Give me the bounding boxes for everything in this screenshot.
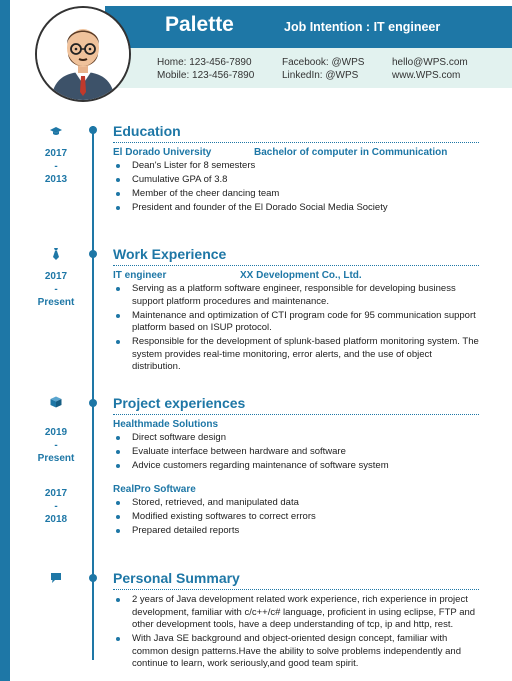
work-date xyxy=(26,270,86,309)
linkedin-handle: LinkedIn: @WPS xyxy=(282,70,359,81)
email-link[interactable]: hello@WPS.com xyxy=(392,57,468,68)
date-end: Present xyxy=(37,297,75,308)
date-end: Present xyxy=(37,453,75,464)
list-item: Member of the cheer dancing team xyxy=(113,188,483,201)
list-item: Cumulative GPA of 3.8 xyxy=(113,174,483,187)
education-list xyxy=(113,160,483,216)
work-list xyxy=(113,283,483,375)
project1-list xyxy=(113,432,483,474)
list-item: Serving as a platform software engineer, responsible for developing business support platform procedures and maintenance. xyxy=(113,283,483,308)
list-item: Stored, retrieved, and manipulated data xyxy=(113,497,483,510)
date-separator: - xyxy=(54,284,58,295)
timeline-dot-work xyxy=(89,250,97,258)
list-item: Prepared detailed reports xyxy=(113,525,483,538)
date-separator: - xyxy=(54,161,58,172)
tie-icon xyxy=(50,248,62,260)
section-title-summary: Personal Summary xyxy=(113,570,240,586)
list-item: Dean's Lister for 8 semesters xyxy=(113,160,483,173)
section-divider xyxy=(113,142,479,143)
cube-icon xyxy=(50,396,62,408)
list-item: Modified existing softwares to correct errors xyxy=(113,511,483,524)
date-start: 2017 xyxy=(44,271,68,282)
date-start: 2019 xyxy=(44,427,68,438)
timeline-dot-education xyxy=(89,126,97,134)
section-divider xyxy=(113,265,479,266)
project2-date xyxy=(26,487,86,526)
date-end: 2018 xyxy=(44,514,68,525)
date-start: 2017 xyxy=(44,148,68,159)
mobile-phone: Mobile: 123-456-7890 xyxy=(157,70,255,81)
section-title-work: Work Experience xyxy=(113,246,227,262)
graduation-cap-icon xyxy=(50,125,62,137)
avatar xyxy=(35,6,131,102)
date-start: 2017 xyxy=(44,488,68,499)
list-item: Maintenance and optimization of CTI program code for 95 communication support platform based on ISUP protocol. xyxy=(113,310,483,335)
job-role: IT engineer xyxy=(113,270,167,281)
list-item: Direct software design xyxy=(113,432,483,445)
home-phone: Home: 123-456-7890 xyxy=(157,57,252,68)
project1-date xyxy=(26,426,86,465)
list-item: Evaluate interface between hardware and software xyxy=(113,446,483,459)
section-divider xyxy=(113,414,479,415)
degree-name: Bachelor of computer in Communication xyxy=(254,147,448,158)
speech-bubble-icon xyxy=(50,572,62,584)
summary-list xyxy=(113,594,483,672)
list-item: Advice customers regarding maintenance of software system xyxy=(113,460,483,473)
section-divider xyxy=(113,589,479,590)
education-date xyxy=(26,147,86,186)
resume-name: Palette xyxy=(165,13,234,36)
facebook-handle: Facebook: @WPS xyxy=(282,57,365,68)
section-title-education: Education xyxy=(113,123,181,139)
list-item: 2 years of Java development related work experience, rich experience in project development, familiar with c/c++/c# language, proficient in using eclipse, FTP and other development tools, have a deep understanding of tcp, ip and http, rest. xyxy=(113,594,483,632)
company-name: XX Development Co., Ltd. xyxy=(240,270,362,281)
project-name: RealPro Software xyxy=(113,484,196,495)
date-end: 2013 xyxy=(44,174,68,185)
website-link[interactable]: www.WPS.com xyxy=(392,70,461,81)
job-intention: Job Intention : IT engineer xyxy=(284,20,441,34)
list-item: President and founder of the El Dorado Social Media Society xyxy=(113,202,483,215)
section-title-projects: Project experiences xyxy=(113,395,246,411)
timeline-dot-projects xyxy=(89,399,97,407)
list-item: With Java SE background and object-oriented design concept, familiar with common design patterns.Have the ability to solve problems independently and continue to learn, work seriously,and good team spirit. xyxy=(113,633,483,671)
list-item: Responsible for the development of splunk-based platform monitoring system. The system provides real-time monitoring, error alerts, and the use of object distribution. xyxy=(113,336,483,374)
left-accent-bar xyxy=(0,0,10,681)
avatar-illustration xyxy=(37,8,129,100)
project-name: Healthmade Solutions xyxy=(113,419,219,430)
timeline-dot-summary xyxy=(89,574,97,582)
project2-list xyxy=(113,497,483,539)
school-name: El Dorado University xyxy=(113,147,212,158)
date-separator: - xyxy=(54,440,58,451)
date-separator: - xyxy=(54,501,58,512)
